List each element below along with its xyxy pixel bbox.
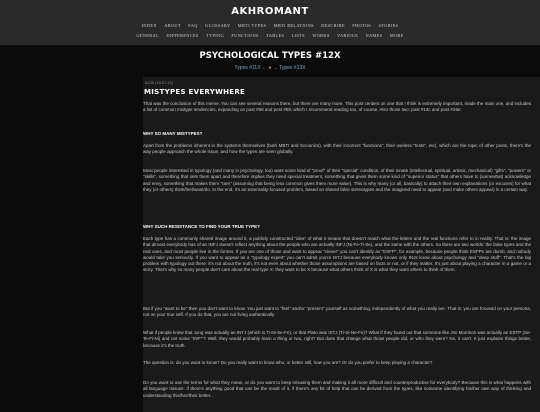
section-heading: WHY SO MANY MISTYPES? [143,131,203,136]
paragraph: Most people interested in typology (and many in psychology, too) want some kind of "proof" of their "special" condition, of their innate (intellectual, spiritual, artistic, mechanical) "gifts", "powers" or "skills", something that sets them apart and therefore implies they need special treatment, something that gives them some kind of "superior status" that others have to (somewhat) acknowledge and envy, something that makes them "rare" (assuming that being less common gives them more value). This is why many (or all, basically) to attach their own explanations (or excuses) for what they (or others) think/feel/want/do. In the end, it's an externality-focused problem, based on shared false stereotypes and the imagined need to appear (and make others appear) in a certain way. [143,168,531,192]
nav-item[interactable]: INDEX [141,23,157,28]
nav-item[interactable]: DESCRIBE [321,23,345,28]
nav-item[interactable]: MBTI TYPES [237,23,267,28]
nav-item[interactable]: LISTS [291,33,305,38]
next-page-link[interactable]: → Types #13X [272,65,306,71]
nav-item[interactable]: STORIES [378,23,399,28]
prev-page-link[interactable]: Types #11X ← [234,65,267,71]
nav-item[interactable]: VARIOUS [337,33,359,38]
nav-item[interactable]: TYPING [206,33,224,38]
paragraph: That was the conclusion of this meme. You can see several reasons there, but there are many more. This post centers on one that I think is extremely important, made the main one, and includes a list of common mistype tendencies, expanding on post #58 and post #59, which I recommend reading too, of course. Also those two: post #13c and post #26e. [143,101,531,113]
nav-item[interactable]: MBTI RELATIONS [273,23,314,28]
paragraph: Apart from the problems inherent in the systems themselves (both MBTI and Socionics), with their incorrect "functions", their useless "tests", etc), which are the topic of other posts, there's the way people approach the whole issue, and how the types are seen globally. [143,143,531,155]
paragraph: Each type has a commonly shared image around it, a publicly constructed "idea" of what it means that doesn't match what the letters and the real functions refer to in reality. That is: the image that almost everybody has of an INFJ doesn't reflect anything about the people who are actually INFJ (Ni-Fe-Ti-Se), and the same with the others. So there are two worlds: the false types and the real ones, and most people live in the former. If you are one of those and want to appear "clever" you can't identify as "ESFP", for example, because people think ESFPs are dumb, and nobody would take you seriously. If you want to appear as a "typology expert" you can't admit you're ISTJ because everybody knows only INJs know about psychology and "deep stuff". That's the big problem with typology out there: it's not about the truth, it's not even about whether those assumptions are based on facts or not, or if they matter. It's just about playing a character in a game or a story. That's why so many people don't care about the real type X: they want to be X because what others think of X is what they want others to think of them. [143,236,531,273]
nav-item[interactable]: GLOSSARY [205,23,231,28]
nav-item[interactable]: PHOTOS [352,23,372,28]
section-heading: WHY SUCH RESISTANCE TO FIND YOUR TRUE TYPE? [143,224,260,229]
nav-item[interactable]: GENERAL [136,33,159,38]
page-title: PSYCHOLOGICAL TYPES #12X [199,51,341,61]
site-header [0,0,540,45]
nav-item[interactable]: FAQ [188,23,198,28]
nav-row-primary [0,23,540,28]
nav-item[interactable]: ABOUT [164,23,181,28]
current-page-dot: ● [268,65,272,71]
paragraph: But if you "want to be" then you don't want to know. You just want to "feel" and/or "present" yourself as something, independently of what you really are. That is: you are focused on your persona, not on your true self. If you do that, you are not living authentically. [143,306,531,318]
nav-item[interactable]: DIFFERENCES [166,33,199,38]
paragraph: What if people knew that Jung was actually an INTJ (which is Ti-Ni-Se-Fe), or that Plato was ISTJ (Ti-Si-Ne-Fe)? What if they found out that someone like Jim Morrison was actually an ESTP (Se-Te-Fi-Ni) and not some "INF*"? Well, they would probably learn a thing or two, right? But does that change what those people did, or who they were? No, it can't. It just explains things better, because it's the truth. [143,330,531,348]
article-title: MISTYPES EVERYWHERE [144,88,246,96]
nav-item[interactable]: TABLES [266,33,285,38]
revision-label: #128 (18.07.21) [145,80,174,85]
site-title[interactable]: AKHROMANT [231,6,309,17]
nav-row-secondary [0,33,540,38]
paragraph: The question is: do you want to know? Do you really want to know who, or better still, how you are? Or do you prefer to keep playing a character? [143,360,433,365]
nav-item[interactable]: WORKS [312,33,330,38]
nav-item[interactable]: FUNCTIONS [231,33,259,38]
nav-item[interactable]: NAMES [365,33,383,38]
paragraph: Do you want to use the terms for what they mean, or do you want to keep misusing them and making it all more difficult and counterproductive for everybody? Because this is what happens with all language misuse: if there's anything good that can be the result of it, if there's any bit of help that can be derived from the types, like someone identifying his/her own way of thinking and understanding this/her/their better... [143,380,531,398]
page-pagination [0,65,540,71]
nav-item[interactable]: MORE [389,33,404,38]
